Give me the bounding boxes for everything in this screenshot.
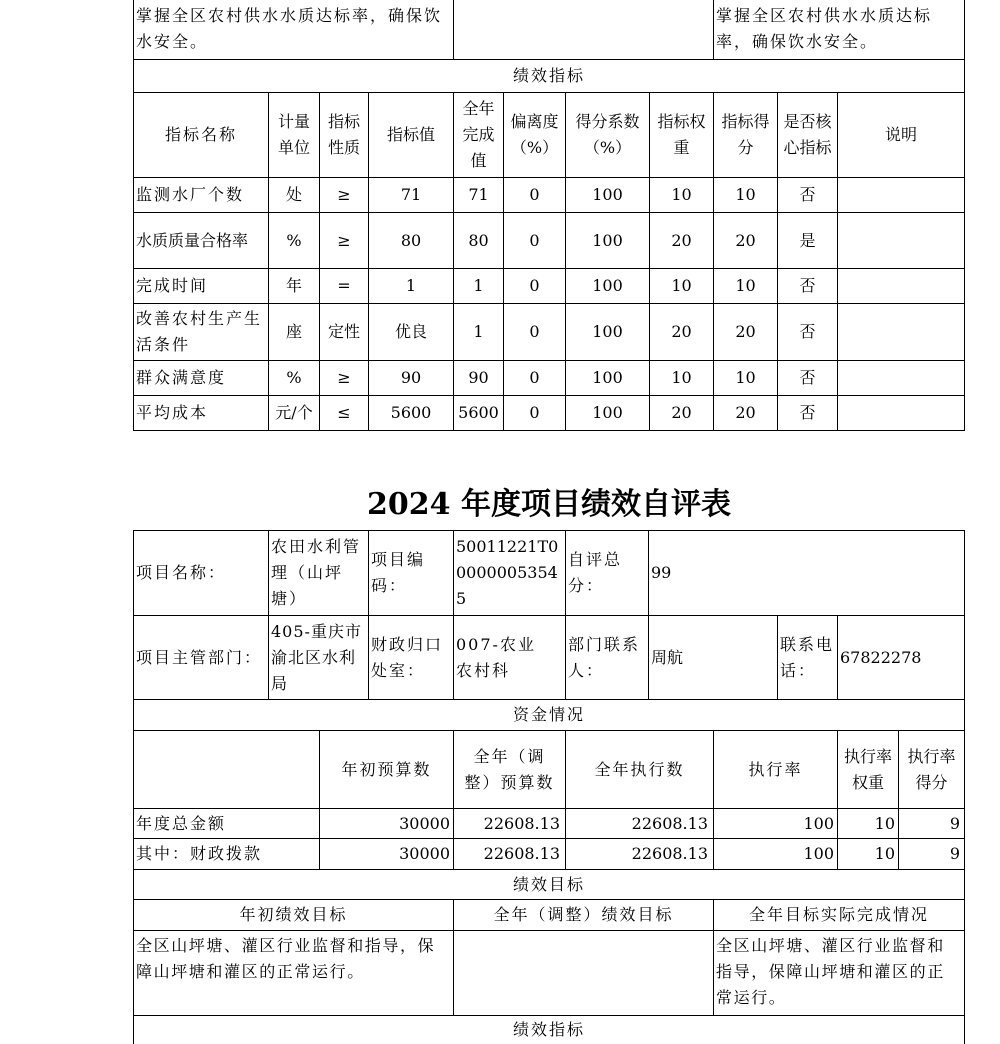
dept-value: 405-重庆市渝北区水利局 (271, 621, 362, 693)
table-cell: 处 (285, 185, 302, 204)
dept-label: 项目主管部门： (136, 647, 263, 667)
funds-row-label: 年度总金额 (136, 813, 227, 833)
project-code-label: 项目编码： (371, 550, 426, 595)
col-header: 指标性质 (327, 112, 360, 157)
col-header: 是否核心指标 (783, 112, 832, 157)
table-cell: 否 (799, 322, 816, 341)
self-score-label: 自评总分： (568, 550, 623, 595)
funds-col-header: 执行率 (748, 759, 803, 779)
project-name-label: 项目名称： (136, 563, 227, 582)
funds-cell: 100 (803, 813, 834, 833)
table-cell: ≥ (337, 185, 351, 204)
bottom-indicators-header: 绩效指标 (512, 1020, 585, 1039)
table-cell (838, 269, 964, 303)
table-cell: 座 (285, 322, 302, 341)
col-header: 得分系数（%） (575, 112, 640, 157)
goals-header: 绩效目标 (512, 874, 585, 894)
contact-person-value: 周航 (651, 647, 684, 667)
table-cell: 0 (529, 185, 540, 204)
funds-col-header: 执行率得分 (907, 746, 956, 792)
table-cell: 100 (592, 403, 623, 422)
funds-header: 资金情况 (512, 705, 585, 724)
table-cell: ≥ (337, 368, 351, 387)
finance-office-label: 财政归口处室： (371, 634, 444, 680)
phone-label: 联系电话： (780, 634, 835, 680)
funds-row-label: 其中：财政拨款 (136, 844, 263, 863)
table-cell (838, 178, 964, 212)
table-cell: 10 (671, 185, 692, 204)
self-score-value: 99 (651, 563, 672, 582)
phone-value: 67822278 (840, 647, 922, 667)
table-cell: 100 (592, 368, 623, 387)
table-cell: % (286, 230, 302, 250)
table-cell: 80 (468, 230, 489, 250)
goals-actual-text: 全区山坪塘、灌区行业监督和指导，保障山坪塘和灌区的正常运行。 (716, 936, 945, 1007)
table-cell: 否 (799, 276, 816, 295)
table-cell: 0 (529, 230, 540, 250)
table-cell: 100 (592, 322, 623, 341)
funds-col-header: 全年执行数 (594, 759, 685, 779)
table-cell (838, 213, 964, 268)
col-header: 指标得分 (721, 112, 770, 157)
funds-cell: 30000 (399, 844, 450, 863)
table-cell: 10 (671, 368, 692, 387)
funds-col-header: 执行率权重 (843, 746, 892, 792)
table-cell: 平均成本 (136, 403, 209, 422)
table-cell: 否 (799, 368, 816, 387)
table-cell: 年 (285, 276, 302, 295)
funds-cell: 22608.13 (483, 813, 560, 833)
table-cell: 改善农村生产生活条件 (136, 309, 263, 354)
table-cell: 80 (400, 230, 422, 250)
funds-cell: 9 (949, 813, 960, 833)
goals-col-header: 年初绩效目标 (239, 905, 348, 924)
funds-cell: 10 (874, 844, 895, 863)
contact-person-label: 部门联系人： (568, 634, 641, 680)
col-header: 指标值 (386, 125, 435, 144)
table-cell: 20 (735, 403, 756, 422)
table-cell: 10 (735, 368, 756, 387)
table-cell: 90 (468, 368, 489, 387)
table-cell: 是 (799, 230, 816, 250)
table-cell: 71 (468, 185, 489, 204)
table-cell: = (337, 276, 351, 295)
funds-cell: 10 (874, 813, 895, 833)
table-cell: 监测水厂个数 (136, 185, 245, 204)
goals-col-header: 全年（调整）绩效目标 (493, 905, 674, 924)
table-cell: 71 (400, 185, 422, 204)
table-cell: 20 (671, 230, 692, 250)
table-cell: 10 (735, 185, 756, 204)
table-cell: 100 (592, 230, 623, 250)
table-cell: 5600 (390, 403, 432, 422)
col-header: 说明 (884, 125, 917, 144)
funds-col-header: 全年（调整）预算数 (464, 746, 555, 792)
page-title: 2024 年度项目绩效自评表 (367, 487, 731, 522)
finance-office-value: 007-农业农村科 (456, 634, 536, 680)
project-name-value: 农田水利管理（山坪塘） (271, 537, 362, 608)
top-indicators-header: 绩效指标 (512, 66, 585, 85)
table-cell: ≥ (337, 230, 351, 250)
table-cell: 100 (592, 185, 623, 204)
table-cell: 100 (592, 276, 623, 295)
goals-col-header: 全年目标实际完成情况 (748, 905, 929, 924)
table-cell (838, 396, 964, 430)
project-code-value: 500112​21T000000053545 (456, 537, 559, 608)
col-header: 全年完成值 (462, 99, 495, 170)
table-cell: 优良 (394, 322, 427, 341)
table-cell: 水质质量合格率 (136, 230, 249, 250)
table-cell: 20 (735, 322, 756, 341)
funds-cell: 22608.13 (631, 813, 708, 833)
table-cell: 1 (473, 322, 484, 341)
top-goal-text: 掌握全区农村供水水质达标率，确保饮水安全。 (136, 6, 443, 51)
table-cell: 5600 (458, 403, 499, 422)
col-header: 指标权重 (657, 112, 706, 157)
top-actual-text: 掌握全区农村供水水质达标率，确保饮水安全。 (716, 6, 933, 51)
table-cell: 否 (799, 185, 816, 204)
table-cell: 20 (671, 403, 692, 422)
table-cell: 0 (529, 368, 540, 387)
table-cell: ≤ (337, 403, 351, 422)
table-cell: 20 (671, 322, 692, 341)
table-cell (838, 304, 964, 360)
table-cell: 10 (671, 276, 692, 295)
table-cell: 90 (400, 368, 422, 387)
table-cell: 完成时间 (136, 276, 209, 295)
table-cell: 10 (735, 276, 756, 295)
table-cell: 20 (735, 230, 756, 250)
table-cell: 定性 (327, 322, 360, 341)
funds-cell: 22608.13 (631, 844, 708, 863)
table-cell: % (286, 368, 302, 387)
funds-col-header: 年初预算数 (341, 759, 432, 779)
table-cell: 0 (529, 322, 540, 341)
table-cell: 1 (473, 276, 484, 295)
table-cell: 否 (799, 403, 816, 422)
funds-cell: 100 (803, 844, 834, 863)
goals-initial-text: 全区山坪塘、灌区行业监督和指导，保障山坪塘和灌区的正常运行。 (136, 936, 436, 981)
table-cell: 群众满意度 (136, 368, 227, 387)
table-cell: 0 (529, 276, 540, 295)
col-header: 偏离度（%） (510, 112, 559, 157)
col-header: 计量单位 (277, 112, 310, 157)
table-cell: 1 (405, 276, 417, 295)
col-header: 指标名称 (164, 125, 237, 144)
table-cell: 0 (529, 403, 540, 422)
funds-cell: 30000 (399, 813, 450, 833)
funds-cell: 9 (949, 844, 960, 863)
funds-cell: 22608.13 (483, 844, 560, 863)
table-cell (838, 361, 964, 395)
table-cell: 元/个 (275, 403, 313, 422)
